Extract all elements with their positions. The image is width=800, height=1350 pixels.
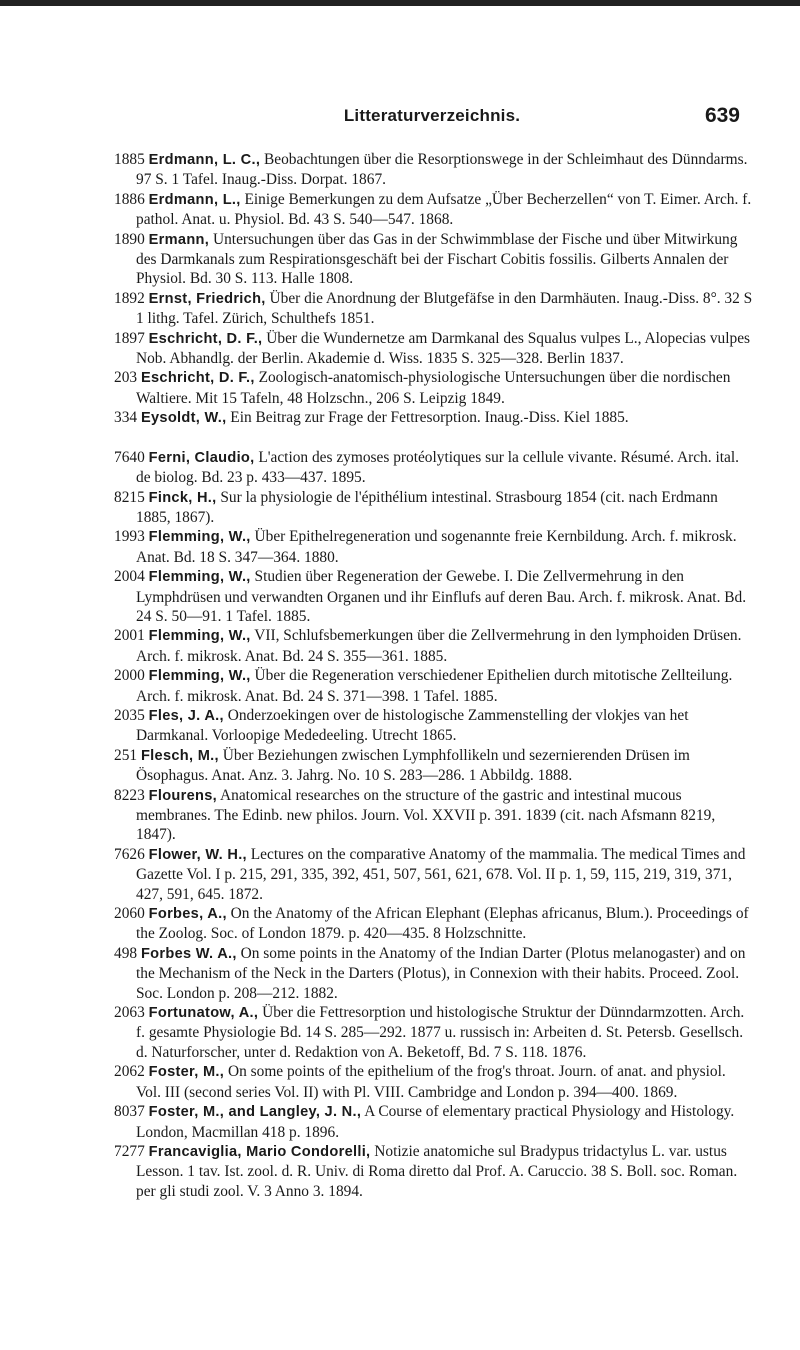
entry-citation: L'action des zymoses protéolytiques sur la cellule vivante. Résumé. Arch. ital. de biolog. Bd. 23 p. 433—437. 1895. (136, 448, 739, 487)
page-header (124, 104, 740, 134)
entry-number: 2060 (114, 905, 145, 923)
entry-author: Forbes, A., (148, 906, 227, 923)
entry-citation: On the Anatomy of the African Elephant (Elephas africanus, Blum.). Proceedings of the Zoolog. Soc. of London 1879. p. 420—435. 8 Holzschnitte. (136, 905, 749, 943)
entry-citation: Sur la physiologie de l'épithélium intestinal. Strasbourg 1854 (cit. nach Erdmann 1885, 1867). (136, 488, 718, 526)
entry-number: 2062 (114, 1063, 145, 1081)
bibliography-entry (114, 706, 754, 746)
entry-author: Flemming, W., (148, 569, 251, 586)
bibliography-entry (114, 626, 754, 666)
page-number: 639 (704, 104, 740, 127)
entry-citation: Notizie anatomiche sul Bradypus tridactylus L. var. ustus Lesson. 1 tav. Ist. zool. d. R. Univ. di Roma diretto dal Prof. A. Caruccio. 38 S. Boll. soc. Roman. per gli studi zool. V. 3 Anno 3. 1894. (136, 1142, 738, 1200)
entry-citation: Über Epithelregeneration und sogenannte freie Kernbildung. Arch. f. mikrosk. Anat. Bd. 18 S. 347—364. 1880. (136, 528, 737, 566)
entry-citation: A Course of elementary practical Physiology and Histology. London, Macmillan 418 p. 1896. (136, 1103, 735, 1141)
entry-number: 2035 (114, 706, 145, 724)
entry-number: 8037 (114, 1103, 145, 1121)
bibliography-entry (114, 230, 754, 289)
entry-citation: Ein Beitrag zur Frage der Fettresorption. Inaug.-Diss. Kiel 1885. (226, 409, 629, 427)
bibliography-entry (114, 329, 754, 369)
entry-number: 251 (114, 746, 138, 764)
entry-number: 1993 (114, 528, 145, 546)
entry-author: Flemming, W., (148, 668, 251, 685)
entry-author: Eschricht, D. F., (140, 370, 255, 387)
entry-citation: Beobachtungen über die Resorptionswege in der Schleimhaut des Dünndarms. 97 S. 1 Tafel. Inaug.-Diss. Dorpat. 1867. (136, 151, 748, 189)
entry-number: 8215 (114, 488, 145, 506)
entry-number: 1885 (114, 151, 145, 168)
entry-citation: Über die Fettresorption und histologische Struktur der Dünndarmzotten. Arch. f. gesamte Physiologie Bd. 14 S. 285—292. 1877 u. russisch in: Arbeiten d. St. Petersb. Gesellsch. d. Naturforscher, unter d. Redaktion von A. Beketoff, Bd. 7 S. 118. 1876. (136, 1004, 745, 1061)
top-edge-rule (0, 0, 800, 6)
entry-author: Erdmann, L., (148, 191, 241, 208)
entry-author: Fles, J. A., (148, 707, 224, 724)
entry-number: 2000 (114, 667, 145, 685)
bibliography-entry (114, 289, 754, 329)
entry-citation: VII, Schlufsbemerkungen über die Zellvermehrung in den lymphoiden Drüsen. Arch. f. mikrosk. Anat. Bd. 24 S. 355—361. 1885. (136, 627, 742, 665)
bibliography-entry (114, 368, 754, 408)
entry-citation: On some points of the epithelium of the frog's throat. Journ. of anat. and physiol. Vol. III (second series Vol. II) with Pl. VIII. Cambridge and London p. 394—400. 1869. (136, 1063, 726, 1101)
entry-number: 7277 (114, 1142, 145, 1160)
entry-author: Foster, M., (148, 1064, 225, 1081)
entry-author: Ernst, Friedrich, (148, 290, 266, 307)
entry-author: Eschricht, D. F., (148, 330, 263, 347)
entry-author: Flemming, W., (148, 628, 251, 645)
bibliography-entry (114, 190, 754, 230)
entry-number: 2004 (114, 568, 145, 586)
entry-citation: Über Beziehungen zwischen Lymphfollikeln und sezernierenden Drüsen im Ösophagus. Anat. Anz. 3. Jahrg. No. 10 S. 283—286. 1 Abbildg. 1888. (136, 746, 690, 785)
entry-number: 7640 (114, 448, 145, 466)
entry-number: 1886 (114, 190, 145, 208)
bibliography-entry (114, 1003, 754, 1062)
entry-author: Eysoldt, W., (140, 410, 227, 427)
entry-citation: Untersuchungen über das Gas in der Schwimmblase der Fische und über Mitwirkung des Darmkanals zum Respirationsgeschäft bei der Fischart Cobitis fossilis. Gilberts Annalen der Physiol. Bd. 30 S. 113. Halle 1808. (136, 230, 738, 288)
entry-citation: Über die Wundernetze am Darmkanal des Squalus vulpes L., Alopecias vulpes Nob. Abhandlg. der Berlin. Akademie d. Wiss. 1835 S. 325—328. Berlin 1837. (136, 329, 751, 368)
entry-number: 1897 (114, 329, 145, 347)
entry-author: Finck, H., (148, 489, 217, 506)
bibliography-entry (114, 408, 754, 428)
bibliography-entry (114, 1062, 754, 1102)
entry-author: Flemming, W., (148, 529, 251, 546)
entry-author: Fortunatow, A., (148, 1005, 259, 1022)
bibliography-entry (114, 904, 754, 944)
entry-citation: Über die Regeneration verschiedener Epithelien durch mitotische Zellteilung. Arch. f. mikrosk. Anat. Bd. 24 S. 371—398. 1 Tafel. 1885. (136, 667, 733, 705)
bibliography-entry (114, 150, 754, 190)
entry-author: Flower, W. H., (148, 846, 247, 863)
entry-author: Foster, M., and Langley, J. N., (148, 1104, 362, 1121)
entry-author: Ermann, (148, 231, 210, 248)
entry-author: Flesch, M., (140, 747, 219, 764)
entry-number: 2001 (114, 627, 145, 645)
entry-author: Erdmann, L. C., (148, 152, 261, 168)
entry-number: 1890 (114, 230, 145, 248)
entry-author: Flourens, (148, 787, 218, 804)
running-title: Litteraturverzeichnis. (343, 106, 521, 125)
entry-citation: Lectures on the comparative Anatomy of the mammalia. The medical Times and Gazette Vol. I p. 215, 291, 335, 392, 451, 507, 561, 621, 678. Vol. II p. 1, 59, 115, 219, 319, 371, 427, 591, 645. 1872. (136, 845, 746, 903)
bibliography-entry (114, 448, 754, 488)
entry-number: 1892 (114, 289, 145, 307)
entry-number: 203 (114, 369, 138, 387)
bibliography-entry (114, 1102, 754, 1142)
entry-citation: Zoologisch-anatomisch-physiologische Untersuchungen über die nordischen Waltiere. Mit 15 Tafeln, 48 Holzschn., 206 S. Leipzig 1849. (136, 369, 731, 407)
entry-citation: Über die Anordnung der Blutgefäfse in den Darmhäuten. Inaug.-Diss. 8°. 32 S 1 lithg. Tafel. Zürich, Schulthefs 1851. (136, 289, 753, 328)
bibliography-entry (114, 527, 754, 567)
entry-citation: On some points in the Anatomy of the Indian Darter (Plotus melanogaster) and on the Mechanism of the Neck in the Darters (Plotus), in Connexion with their habits. Proceed. Zool. Soc. London p. 208—212. 1882. (136, 944, 746, 1002)
bibliography-entry (114, 567, 754, 626)
entry-author: Forbes W. A., (140, 945, 237, 962)
entry-author: Ferni, Claudio, (148, 449, 255, 466)
bibliography-entry (114, 1142, 754, 1201)
entry-number: 334 (114, 409, 138, 427)
entry-citation: Anatomical researches on the structure of the gastric and intestinal mucous membranes. The Edinb. new philos. Journ. Vol. XXVII p. 391. 1839 (cit. nach Afsmann 8219, 1847). (136, 786, 716, 844)
entry-citation: Onderzoekingen over de histologische Zammenstelling der vlokjes van het Darmkanal. Vorloopige Mededeeling. Utrecht 1865. (136, 706, 689, 745)
bibliography-entry (114, 488, 754, 528)
bibliography-entry (114, 666, 754, 706)
bibliography-entry (114, 786, 754, 845)
bibliography-list (114, 150, 754, 1201)
entry-citation: Studien über Regeneration der Gewebe. I. Die Zellvermehrung in den Lymphdrüsen und verwandten Organen und ihr Einflufs auf deren Bau. Arch. f. mikrosk. Anat. Bd. 24 S. 50—91. 1 Tafel. 1885. (136, 568, 747, 625)
entry-number: 7626 (114, 845, 145, 863)
entry-author: Francaviglia, Mario Condorelli, (148, 1143, 371, 1160)
entry-number: 498 (114, 944, 138, 962)
entry-citation: Einige Bemerkungen zu dem Aufsatze „Über Becherzellen“ von T. Eimer. Arch. f. pathol. Anat. u. Physiol. Bd. 43 S. 540—547. 1868. (136, 190, 752, 229)
bibliography-entry (114, 845, 754, 904)
entry-number: 8223 (114, 786, 145, 804)
bibliography-entry (114, 746, 754, 786)
entry-number: 2063 (114, 1004, 145, 1022)
bibliography-entry (114, 944, 754, 1003)
